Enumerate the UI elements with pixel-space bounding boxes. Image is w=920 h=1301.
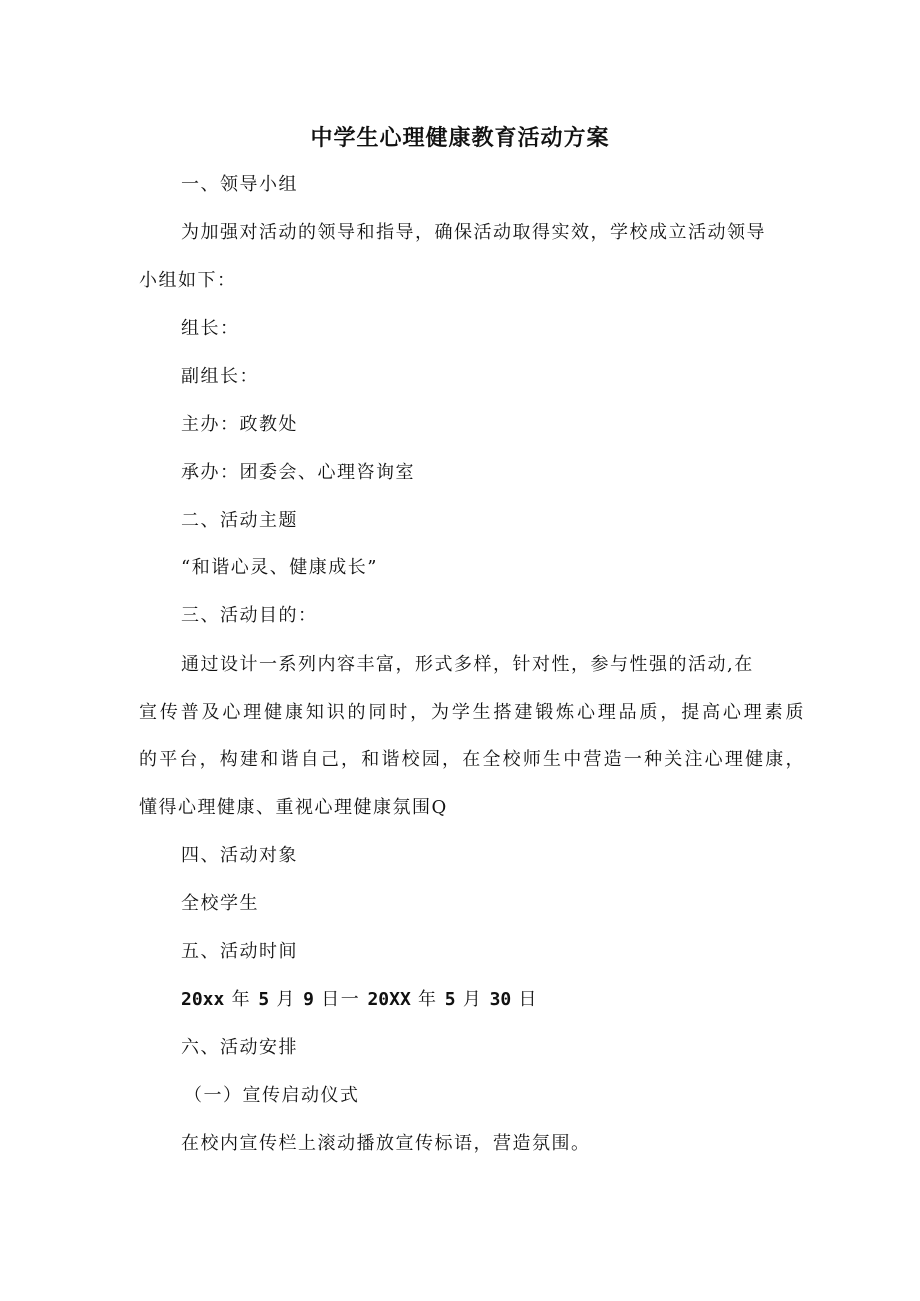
day-dash: 日一	[321, 989, 361, 1010]
paragraph-line: 通过设计一系列内容丰富，形式多样，针对性，参与性强的活动,在	[181, 654, 754, 675]
deputy-leader-line: 副组长：	[181, 366, 259, 387]
section-heading-theme: 二、活动主题	[181, 510, 298, 531]
paragraph-line: 懂得心理健康、重视心理健康氛围Q	[139, 797, 448, 818]
leader-line: 组长：	[181, 318, 240, 339]
theme-text: “和谐心灵、健康成长”	[181, 557, 378, 578]
section-heading-schedule: 六、活动安排	[181, 1037, 298, 1058]
paragraph-line: 的平台，构建和谐自己，和谐校园，在全校师生中营造一种关注心理健康，	[139, 749, 805, 770]
start-month: 5	[258, 989, 270, 1010]
section-heading-leadership: 一、领导小组	[181, 174, 298, 195]
paragraph-line: 在校内宣传栏上滚动播放宣传标语，营造氛围。	[181, 1133, 591, 1154]
section-heading-audience: 四、活动对象	[181, 845, 298, 866]
activity-date-range	[181, 985, 538, 1015]
start-year: 20xx	[181, 989, 225, 1010]
paragraph-line: 宣传普及心理健康知识的同时，为学生搭建锻炼心理品质，提高心理素质	[139, 702, 805, 723]
start-day: 9	[303, 989, 314, 1010]
year-char: 年	[418, 989, 438, 1010]
document-title: 中学生心理健康教育活动方案	[310, 126, 610, 151]
month-char: 月	[276, 989, 296, 1010]
end-day: 30	[489, 989, 512, 1010]
host-line: 主办：政教处	[181, 414, 298, 435]
day-char: 日	[518, 989, 539, 1010]
section-heading-time: 五、活动时间	[181, 941, 298, 962]
audience-text: 全校学生	[181, 893, 259, 914]
paragraph-line: 为加强对活动的领导和指导，确保活动取得实效，学校成立活动领导	[181, 222, 766, 243]
section-heading-purpose: 三、活动目的：	[181, 605, 318, 626]
end-year: 20XX	[367, 989, 411, 1010]
paragraph-line: 小组如下：	[139, 270, 237, 291]
month-char: 月	[462, 989, 483, 1010]
end-month: 5	[444, 989, 456, 1010]
year-char: 年	[231, 989, 252, 1010]
organizer-line: 承办：团委会、心理咨询室	[181, 462, 415, 483]
subsection-heading: （一）宣传启动仪式	[184, 1085, 360, 1106]
